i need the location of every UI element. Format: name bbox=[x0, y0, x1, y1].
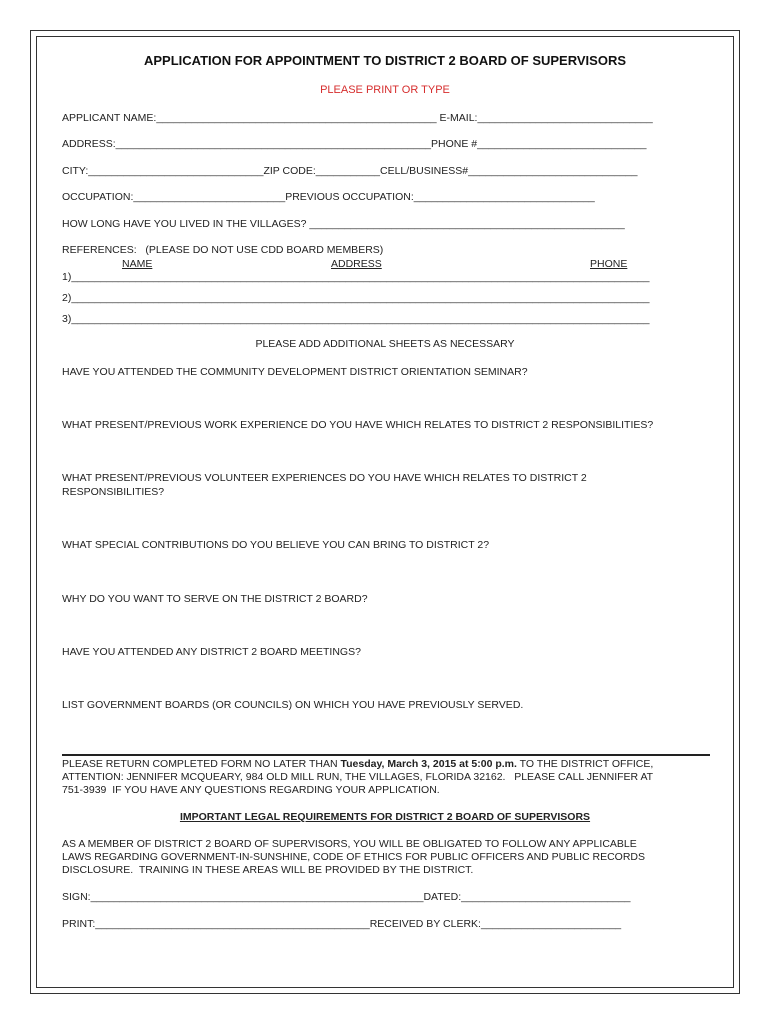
reference-line-1[interactable]: 1)___________________________________________________________________________________________________ bbox=[62, 271, 650, 283]
form-title: APPLICATION FOR APPOINTMENT TO DISTRICT 2 BOARD OF SUPERVISORS bbox=[144, 53, 626, 68]
return-text-c: TO THE DISTRICT OFFICE, bbox=[516, 758, 654, 770]
question-government-boards: LIST GOVERNMENT BOARDS (OR COUNCILS) ON WHICH YOU HAVE PREVIOUSLY SERVED. bbox=[62, 699, 524, 711]
legal-text-line-3: DISCLOSURE. TRAINING IN THESE AREAS WILL BE PROVIDED BY THE DISTRICT. bbox=[62, 864, 474, 876]
legal-text-line-1: AS A MEMBER OF DISTRICT 2 BOARD OF SUPERVISORS, YOU WILL BE OBLIGATED TO FOLLOW ANY APPLICABLE bbox=[62, 838, 637, 850]
section-divider bbox=[62, 754, 710, 756]
question-board-meetings: HAVE YOU ATTENDED ANY DISTRICT 2 BOARD MEETINGS? bbox=[62, 646, 361, 658]
question-volunteer-line-2: RESPONSIBILITIES? bbox=[62, 486, 165, 498]
signature-field[interactable]: SIGN:_________________________________________________________DATED:_____________________________ bbox=[62, 891, 631, 903]
reference-line-3[interactable]: 3)___________________________________________________________________________________________________ bbox=[62, 313, 650, 325]
question-work-experience: WHAT PRESENT/PREVIOUS WORK EXPERIENCE DO YOU HAVE WHICH RELATES TO DISTRICT 2 RESPONSIBILITIES? bbox=[62, 419, 654, 431]
question-why-serve: WHY DO YOU WANT TO SERVE ON THE DISTRICT 2 BOARD? bbox=[62, 593, 368, 605]
legal-text-line-2: LAWS REGARDING GOVERNMENT-IN-SUNSHINE, CODE OF ETHICS FOR PUBLIC OFFICERS AND PUBLIC RECORDS bbox=[62, 851, 646, 863]
print-instruction: PLEASE PRINT OR TYPE bbox=[320, 84, 450, 96]
question-orientation: HAVE YOU ATTENDED THE COMMUNITY DEVELOPMENT DISTRICT ORIENTATION SEMINAR? bbox=[62, 366, 528, 378]
ref-col-name: NAME bbox=[122, 258, 153, 270]
reference-line-2[interactable]: 2)___________________________________________________________________________________________________ bbox=[62, 292, 650, 304]
return-text-a: PLEASE RETURN COMPLETED FORM NO LATER THAN bbox=[62, 758, 341, 770]
legal-requirements-heading: IMPORTANT LEGAL REQUIREMENTS FOR DISTRICT 2 BOARD OF SUPERVISORS bbox=[179, 811, 591, 823]
residence-duration-field[interactable]: HOW LONG HAVE YOU LIVED IN THE VILLAGES? ______________________________________________________ bbox=[62, 218, 625, 230]
ref-col-phone: PHONE bbox=[590, 258, 628, 270]
question-contributions: WHAT SPECIAL CONTRIBUTIONS DO YOU BELIEVE YOU CAN BRING TO DISTRICT 2? bbox=[62, 539, 490, 551]
additional-sheets-note: PLEASE ADD ADDITIONAL SHEETS AS NECESSARY bbox=[255, 338, 515, 350]
address-field[interactable]: ADDRESS:______________________________________________________PHONE #_____________________________ bbox=[62, 138, 647, 150]
references-label: REFERENCES: (PLEASE DO NOT USE CDD BOARD MEMBERS) bbox=[62, 244, 384, 256]
occupation-field[interactable]: OCCUPATION:__________________________PREVIOUS OCCUPATION:_______________________________ bbox=[62, 191, 595, 203]
return-instructions-line-1 bbox=[62, 758, 653, 771]
deadline: Tuesday, March 3, 2015 at 5:00 p.m. bbox=[340, 758, 517, 770]
print-name-field[interactable]: PRINT:_______________________________________________RECEIVED BY CLERK:________________________ bbox=[62, 918, 622, 930]
return-instructions-line-3: 751-3939 IF YOU HAVE ANY QUESTIONS REGARDING YOUR APPLICATION. bbox=[62, 784, 440, 796]
applicant-name-field[interactable]: APPLICANT NAME:________________________________________________ E-MAIL:______________________________ bbox=[62, 112, 653, 124]
city-field[interactable]: CITY:______________________________ZIP CODE:___________CELL/BUSINESS#_____________________________ bbox=[62, 165, 638, 177]
return-instructions-line-2: ATTENTION: JENNIFER MCQUEARY, 984 OLD MILL RUN, THE VILLAGES, FLORIDA 32162. PLEASE CALL JENNIFER AT bbox=[62, 771, 654, 783]
question-volunteer-line-1: WHAT PRESENT/PREVIOUS VOLUNTEER EXPERIENCES DO YOU HAVE WHICH RELATES TO DISTRICT 2 bbox=[62, 472, 587, 484]
ref-col-address: ADDRESS bbox=[331, 258, 382, 270]
